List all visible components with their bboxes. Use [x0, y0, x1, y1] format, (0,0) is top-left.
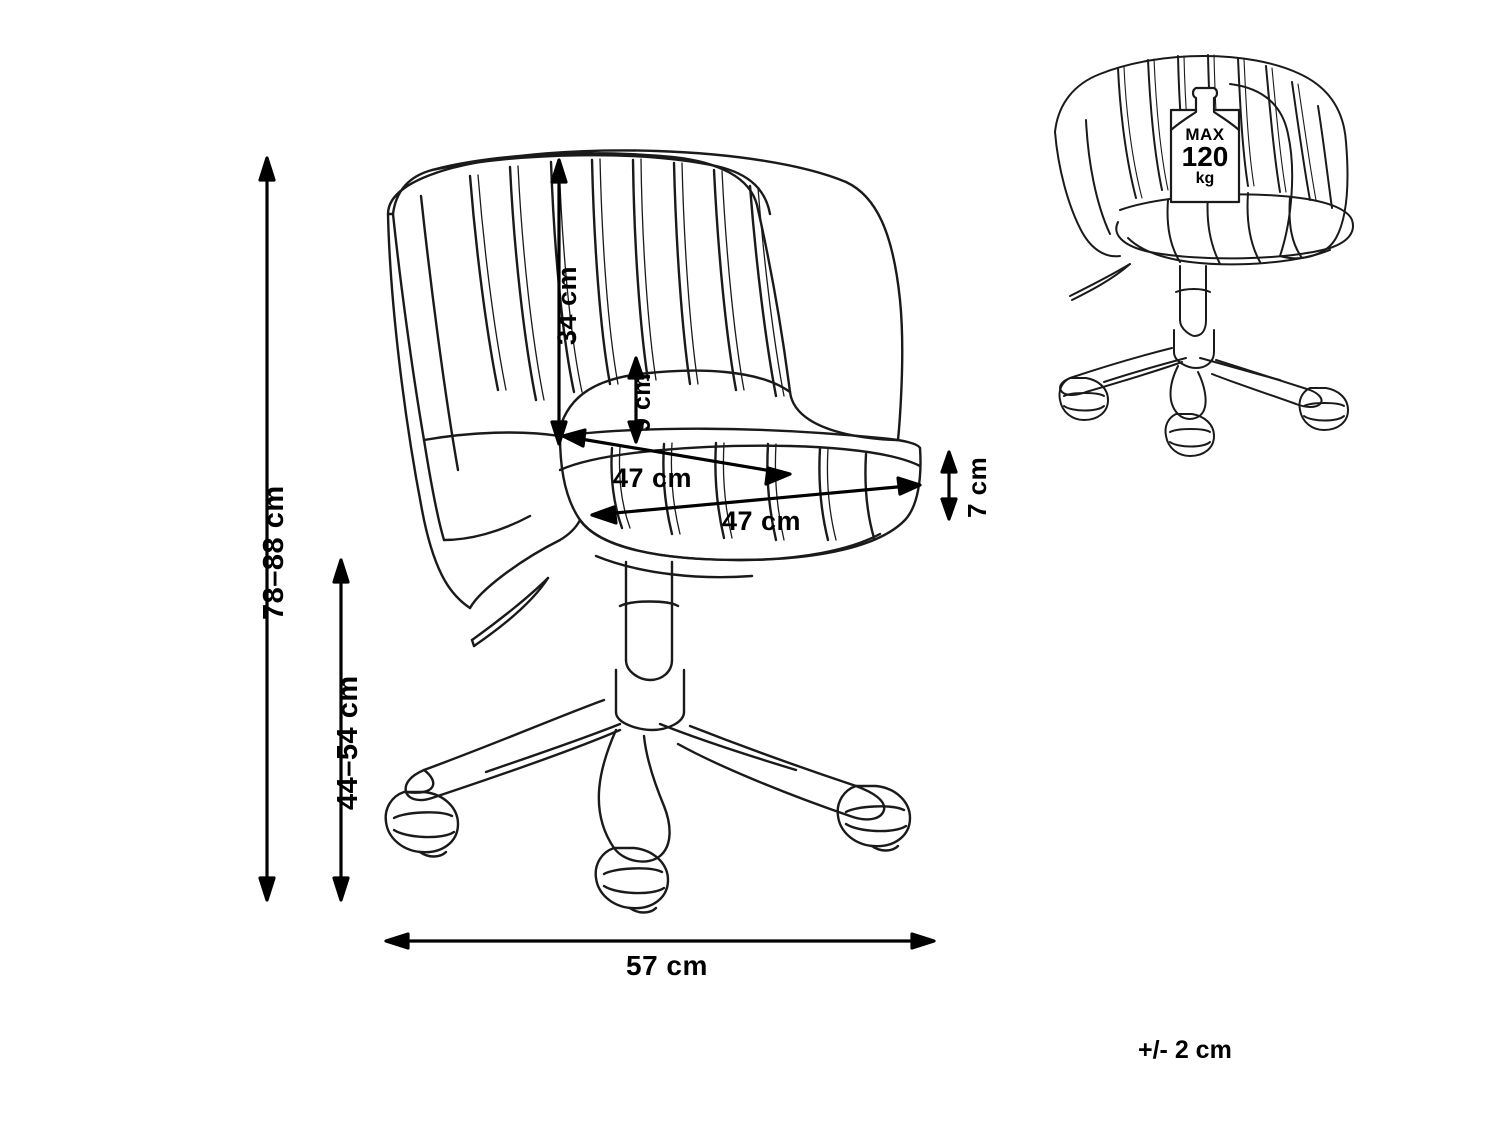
office-chair-side-view: [386, 150, 921, 912]
max-load-badge: [1171, 126, 1239, 187]
label-seat-depth: 47 cm: [613, 463, 693, 493]
label-backrest-height: 34 cm: [552, 265, 582, 345]
max-load-unit: kg: [1195, 170, 1215, 187]
label-seat-height: 44–54 cm: [332, 675, 364, 810]
max-load-title: MAX: [1185, 125, 1225, 144]
tolerance-note: +/- 2 cm: [1138, 1036, 1232, 1064]
label-total-height: 78–88 cm: [258, 485, 290, 620]
dimension-arrows: [260, 158, 956, 948]
label-base-width: 57 cm: [626, 950, 708, 981]
max-load-value: 120: [1181, 141, 1229, 172]
label-armrest-gap: 9 cm: [628, 373, 656, 432]
label-seat-width: 47 cm: [722, 506, 802, 536]
label-seat-thickness: 7 cm: [962, 456, 992, 518]
